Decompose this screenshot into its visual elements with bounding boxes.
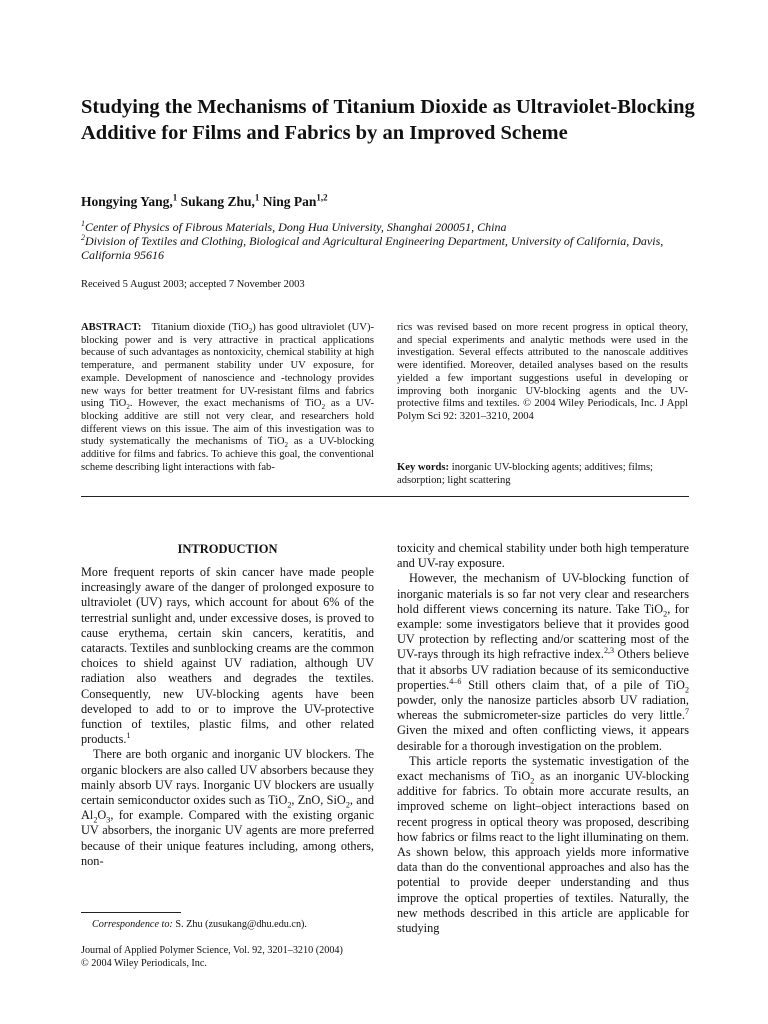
affiliation-2 <box>81 235 701 262</box>
introduction-heading: INTRODUCTION <box>177 542 278 556</box>
received-dates: Received 5 August 2003; accepted 7 November 2003 <box>81 279 305 290</box>
paragraph-text: There are both organic and inorganic UV blockers. The organic blockers are also called UV absorbers because they mainly absorb UV rays. Inorganic UV blockers are usually certain semiconductor oxides such as TiO <box>81 747 374 808</box>
abstract-left-column <box>81 322 374 474</box>
body-paragraph <box>397 571 689 753</box>
body-paragraph <box>81 565 374 747</box>
affiliation-text: Division of Textiles and Clothing, Biological and Agricultural Engineering Department, University of California, Davis, California 95616 <box>81 234 664 262</box>
paragraph-text: However, the mechanism of UV-blocking function of inorganic materials is so far not very clear and researchers hold different views concerning its nature. Take TiO <box>397 571 689 616</box>
citation-superscript: 1 <box>126 731 131 741</box>
author-affiliation-marker: 1,2 <box>316 192 328 203</box>
body-paragraph <box>397 541 689 571</box>
citation-superscript: 2,3 <box>603 646 615 656</box>
paragraph-text: More frequent reports of skin cancer have made people increasingly aware of the danger of prolonged exposure to ultraviolet (UV) rays, which account for about 6% of the terrestrial sunlight and, under excessive doses, is proved to cause erythema, certain skin cancers, keratitis, and cataracts. Textiles and sunblocking creams are the common choices to shield against UV radiation, although UV radiation also weathers and degrades the textiles. Consequently, new UV-blocking agents have been developed to add to or to improve the UV-protective function of textiles, plastic films, and other related products. <box>81 565 374 747</box>
abstract-text: . However, the exact mechanisms of TiO <box>129 398 322 410</box>
subscript: 2 <box>284 441 288 450</box>
paragraph-text: , for example: some investigators believe that it provides good UV protection by reflecting and/or scattering most of the UV-rays through its high refractive index. <box>397 601 689 662</box>
abstract-text: as a UV-blocking additive for films and fabrics. To achieve this goal, the conventional scheme describing light interactions with fab- <box>81 436 374 473</box>
subscript: 3 <box>106 815 111 825</box>
subscript: 2 <box>684 685 689 695</box>
affiliation-marker: 2 <box>81 233 85 242</box>
body-paragraph <box>81 747 374 869</box>
subscript: 2 <box>287 800 292 810</box>
abstract-text: Titanium dioxide (TiO <box>151 322 249 333</box>
subscript: 2 <box>530 776 535 786</box>
author-name: Ning Pan <box>262 194 317 209</box>
paragraph-text: Still others claim that, of a pile of TiO <box>461 677 685 692</box>
keywords-label: Key words: <box>397 462 450 473</box>
paragraph-text: This article reports the systematic investigation of the exact mechanisms of TiO <box>397 753 689 784</box>
paragraph-text: toxicity and chemical stability under both high temperature and UV-ray exposure. <box>397 541 689 571</box>
keywords <box>397 461 688 487</box>
subscript: 2 <box>663 609 668 619</box>
abstract-label: ABSTRACT: <box>81 322 142 333</box>
body-right-column <box>397 541 689 936</box>
citation-superscript: 7 <box>684 707 689 717</box>
paragraph-text: Others believe that it absorbs UV radiation because of its semiconductive properties. <box>397 647 690 692</box>
paragraph-text: as an inorganic UV-blocking additive for fabrics. To obtain more accurate results, an improved scheme on light–object interactions based on recent progress in optical theory was proposed, describing how fabrics or films react to the light illuminating on them. As shown below, this approach yields more informative data than do the conventional approaches and also has the potential to provide deeper understanding and thus improve the optical properties of textiles. Naturally, the new methods described in this article are applicable for studying <box>397 769 689 936</box>
journal-info <box>81 945 381 970</box>
subscript: 2 <box>93 815 98 825</box>
subscript: 2 <box>126 403 130 412</box>
paragraph-text: powder, only the nanosize particles absorb UV radiation, whereas the submicrometer-size particles do very little. <box>397 693 689 723</box>
paragraph-text: , ZnO, SiO <box>291 793 346 808</box>
section-divider <box>81 496 689 497</box>
abstract-text: ) has good ultraviolet (UV)-blocking power and is very attractive in practical applications because of such advantages as nontoxicity, chemical stability at high temperature, and permanent stability under UV exposure, for example. Development of nanoscience and -technology provides new ways for better treatment for UV-resistant films and fabrics using TiO <box>81 322 374 410</box>
subscript: 2 <box>345 800 350 810</box>
keywords-text: inorganic UV-blocking agents; additives; films; adsorption; light scattering <box>397 462 654 486</box>
citation-superscript: 4–6 <box>449 676 462 686</box>
footnote-divider <box>81 912 181 913</box>
correspondence-note <box>92 919 307 930</box>
body-left-column <box>81 565 374 869</box>
paragraph-text: Given the mixed and often conflicting views, it appears desirable for a thorough investigation on the problem. <box>397 723 689 753</box>
correspondence-label: Correspondence to: <box>92 919 173 930</box>
paper-title: Studying the Mechanisms of Titanium Dioxide as Ultraviolet-Blocking Additive for Films and Fabrics by an Improved Scheme <box>81 96 695 144</box>
subscript: 2 <box>248 327 253 336</box>
abstract-right-column: rics was revised based on more recent progress in optical theory, and special experiments and analytic methods were used in the investigation. Several effects attributed to the nanoscale additives were identified. Moreover, detailed analyses based on the results yielded a few important suggestions useful in developing or improving both inorganic UV-blocking agents and the UV-protective films and textiles. © 2004 Wiley Periodicals, Inc. J Appl Polym Sci 92: 3201–3210, 2004 <box>397 322 688 422</box>
body-paragraph <box>397 754 689 936</box>
paragraph-text: , and Al <box>81 793 374 823</box>
author-affiliation-marker: 1 <box>254 192 260 203</box>
author-affiliation-marker: 1 <box>172 192 178 203</box>
author-list <box>81 194 328 210</box>
correspondence-text: S. Zhu (zusukang@dhu.edu.cn). <box>175 919 307 930</box>
paragraph-text: , for example. Compared with the existing organic UV absorbers, the inorganic UV agents are more preferred because of their unique features including, among others, non- <box>81 808 374 868</box>
paragraph-text: O <box>97 808 107 823</box>
author-name: Sukang Zhu, <box>180 194 255 209</box>
subscript: 2 <box>321 403 326 412</box>
affiliation-1 <box>81 221 701 235</box>
journal-citation: Journal of Applied Polymer Science, Vol. 92, 3201–3210 (2004) <box>81 945 343 956</box>
abstract-text: as a UV-blocking additive are still not very clear, and researchers hold different views on this issue. The aim of this investigation was to study systematically the mechanisms of TiO <box>81 398 375 448</box>
author-name: Hongying Yang, <box>81 194 173 209</box>
copyright-notice: © 2004 Wiley Periodicals, Inc. <box>81 957 207 969</box>
affiliation-marker: 1 <box>81 219 85 228</box>
affiliation-text: Center of Physics of Fibrous Materials, Dong Hua University, Shanghai 200051, China <box>84 220 507 234</box>
